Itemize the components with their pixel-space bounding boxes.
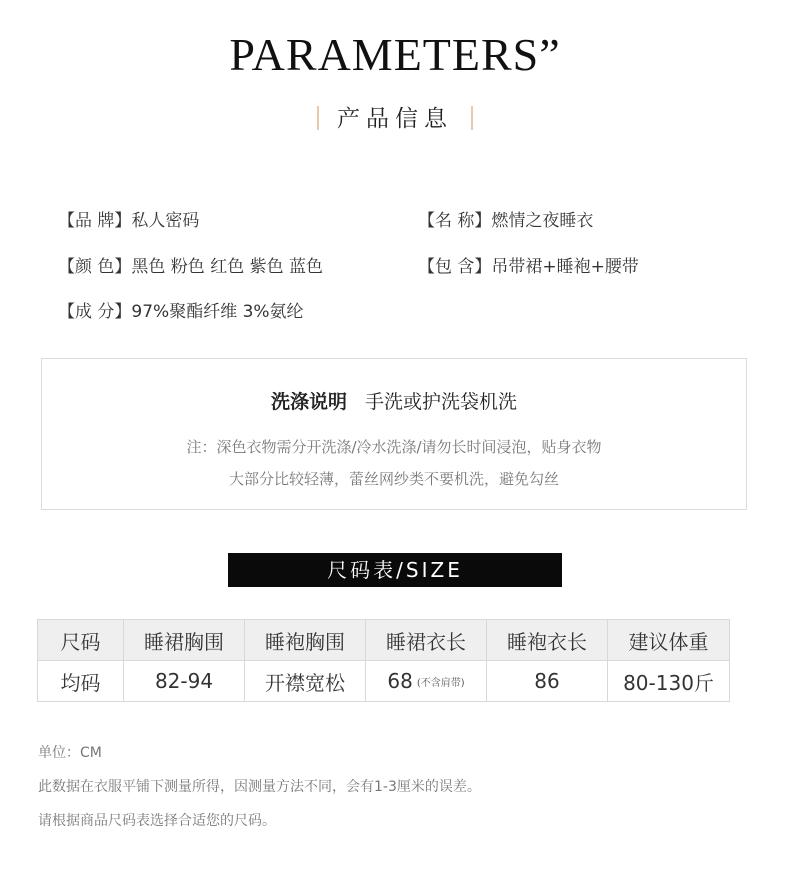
header-robe-bust: 睡袍胸围: [245, 620, 366, 661]
cell-dress-bust: 82-94: [124, 661, 245, 702]
divider-left: [317, 106, 319, 130]
table-row: [38, 661, 730, 702]
header-weight: 建议体重: [608, 620, 730, 661]
size-table-header-row: [38, 620, 730, 661]
header-dress-bust: 睡裙胸围: [124, 620, 245, 661]
size-chart-heading: 尺码表/SIZE: [228, 553, 562, 587]
cell-robe-length: 86: [487, 661, 608, 702]
header-robe-length: 睡袍衣长: [487, 620, 608, 661]
wash-method: 手洗或护洗袋机洗: [365, 391, 518, 413]
section-subtitle: [0, 100, 790, 133]
cell-robe-bust: 开襟宽松: [245, 661, 366, 702]
header-size: 尺码: [38, 620, 124, 661]
dress-length-value: 68: [387, 669, 413, 693]
wash-instructions-box: [41, 358, 747, 510]
page-title: PARAMETERS”: [229, 29, 561, 80]
info-name: 【名 称】燃情之夜睡衣: [418, 211, 594, 231]
info-material: 【成 分】97%聚酯纤维 3%氨纶: [58, 302, 304, 322]
cell-size: 均码: [38, 661, 124, 702]
subtitle-text: 产品信息: [337, 106, 453, 132]
footer-note-measurement: 此数据在衣服平铺下测量所得，因测量方法不同，会有1-3厘米的误差。: [38, 779, 481, 795]
dress-length-note: (不含肩带): [416, 678, 465, 689]
wash-heading: [42, 387, 746, 414]
cell-weight: 80-130斤: [608, 661, 730, 702]
wash-title: 洗涤说明: [270, 391, 347, 413]
cell-dress-length: [366, 661, 487, 702]
info-includes: 【包 含】吊带裙+睡袍+腰带: [418, 257, 639, 277]
wash-note-line1: 注：深色衣物需分开洗涤/冷水洗涤/请勿长时间浸泡，贴身衣物: [186, 438, 602, 456]
size-table: [37, 619, 730, 702]
info-brand: 【品 牌】私人密码: [58, 211, 200, 231]
footer-note-choose-size: 请根据商品尺码表选择合适您的尺码。: [38, 813, 276, 829]
header-dress-length: 睡裙衣长: [366, 620, 487, 661]
info-color: 【颜 色】黑色 粉色 红色 紫色 蓝色: [58, 257, 324, 277]
divider-right: [471, 106, 473, 130]
wash-note-line2: 大部分比较轻薄，蕾丝网纱类不要机洗，避免勾丝: [228, 470, 559, 488]
footer-unit: 单位：CM: [38, 745, 102, 761]
